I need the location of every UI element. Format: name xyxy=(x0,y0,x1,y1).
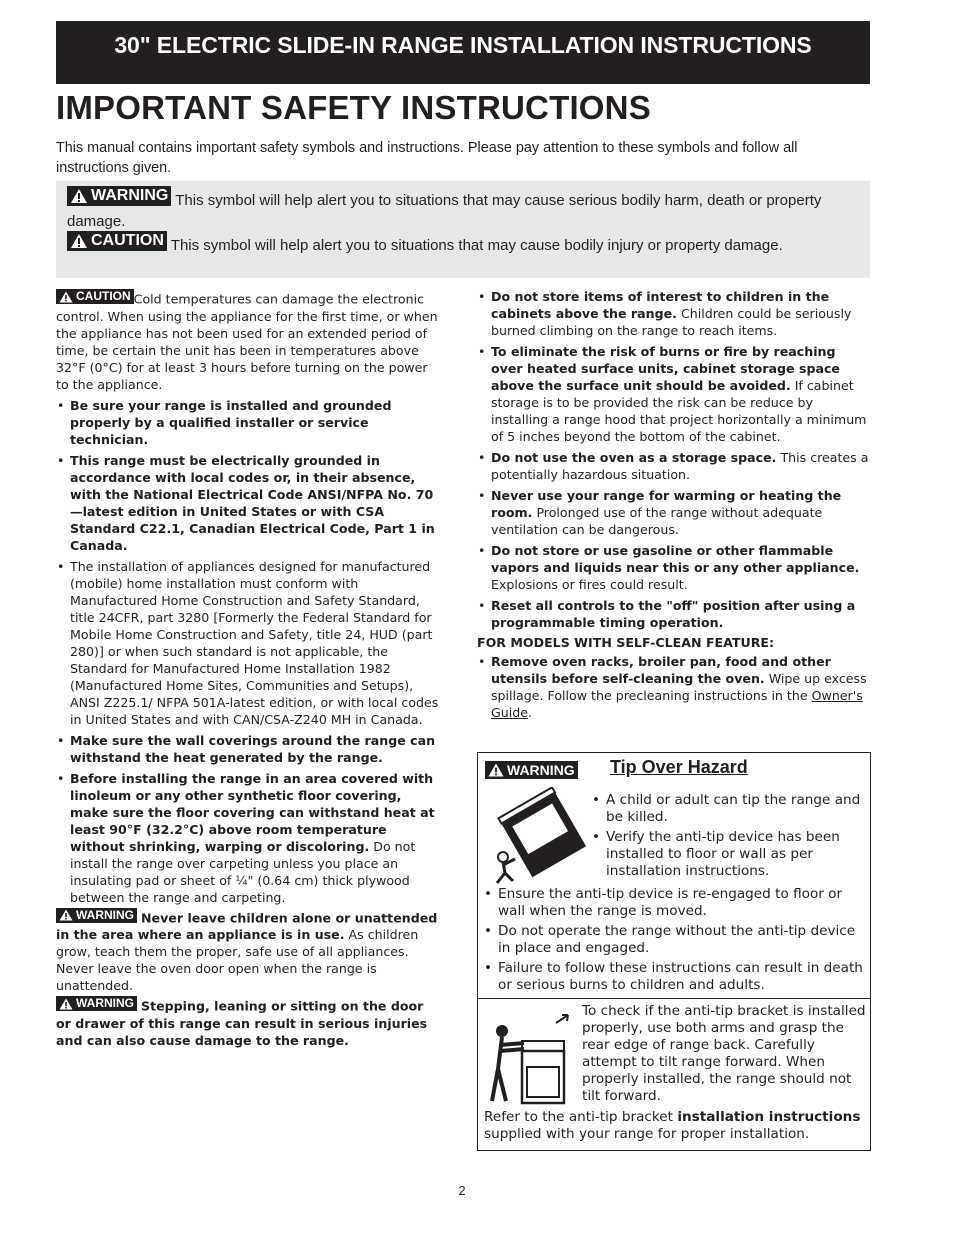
right-column xyxy=(477,288,871,721)
right-bullet-list xyxy=(477,288,871,631)
list-item: • Do not store or use gasoline or other flammable vapors and liquids near this or any other appliance. Explosions or fires could result. xyxy=(477,542,871,593)
warning-badge-small: WARNING xyxy=(56,996,137,1011)
caution-definition-text: This symbol will help alert you to situations that may cause bodily injury or property damage. xyxy=(170,237,783,254)
list-item: • Verify the anti-tip device has been installed to floor or wall as per installation instructions. xyxy=(592,829,864,880)
page-title: IMPORTANT SAFETY INSTRUCTIONS xyxy=(56,89,651,126)
warning-triangle-icon xyxy=(488,763,504,777)
check-bracket-text: To check if the anti-tip bracket is installed properly, use both arms and grasp the rear edge of range back. Carefully attempt to tilt range forward. When properly installed, the range should not tilt forward. xyxy=(582,1003,866,1104)
list-item: • To eliminate the risk of burns or fire by reaching over heated surface units, cabinet storage space above the surface unit should be avoided. If cabinet storage is to be provided the risk can be reduce by installing a range hood that project horizontally a minimum of 5 inches beyond the bottom of the cabinet. xyxy=(477,343,871,445)
warning-badge-small: WARNING xyxy=(56,908,137,923)
refer-text: Refer to the anti-tip bracket installation instructions supplied with your range for proper installation. xyxy=(484,1109,861,1142)
warning-children-paragraph: WARNING Never leave children alone or unattended in the area where an appliance is in use. As children grow, teach them the proper, safe use of all appliances. Never leave the oven door open when the range is unattended. xyxy=(56,907,438,993)
caution-triangle-icon xyxy=(70,233,88,249)
warning-definition xyxy=(67,187,865,232)
tip-over-title: Tip Over Hazard xyxy=(610,757,748,777)
list-item: • A child or adult can tip the range and be killed. xyxy=(592,792,864,826)
list-item: • This range must be electrically grounded in accordance with local codes or, in their absence, with the National Electrical Code ANSI/NFPA No. 70—latest edition in United States or with CSA Standard C22.1, Canadian Electrical Code, Part 1 in Canada. xyxy=(56,452,440,554)
list-item: • Failure to follow these instructions can result in death or serious burns to children and adults. xyxy=(484,960,868,994)
tip-list-bottom xyxy=(484,886,868,994)
warning-badge: WARNING xyxy=(67,186,171,206)
caution-badge-small: CAUTION xyxy=(56,289,134,304)
left-column xyxy=(56,290,440,1049)
warning-stepping-paragraph: WARNING Stepping, leaning or sitting on the door or drawer of this range can result in serious injuries and can also cause damage to the range. xyxy=(56,996,428,1048)
list-item: • Do not use the oven as a storage space. This creates a potentially hazardous situation. xyxy=(477,449,871,483)
check-bracket-illustration xyxy=(484,1013,576,1105)
warning-triangle-icon xyxy=(59,998,73,1010)
caution-definition xyxy=(67,232,865,256)
list-item: • Ensure the anti-tip device is re-engaged to floor or wall when the range is moved. xyxy=(484,886,868,920)
tip-over-hazard-box xyxy=(477,752,871,1151)
list-item: • Before installing the range in an area covered with linoleum or any other synthetic floor covering, make sure the floor covering can withstand heat at least 90°F (32.2°C) above room temperature without shrinking, warping or discoloring. Do not install the range over carpeting unless you place an insulating pad or sheet of ¼" (0.64 cm) thick plywood between the range and carpeting. xyxy=(56,770,440,906)
warning-badge-tip: WARNING xyxy=(485,761,578,779)
list-item: • The installation of appliances designed for manufactured (mobile) home installation must conform with Manufactured Home Construction and Safety Standard, title 24CFR, part 3280 [Formerly the Federal Standard for Mobile Home Construction and Safety, title 24, HUD (part 280)] or when such standard is not applicable, the Standard for Manufactured Home Installation 1982 (Manufactured Home Sites, Communities and Setups), ANSI Z225.1/ NFPA 501A-latest edition, or with local codes in United States and with CAN/CSA-Z240 MH in Canada. xyxy=(56,558,440,728)
owners-guide-link[interactable]: Owner's Guide xyxy=(491,688,863,720)
warning-triangle-icon xyxy=(59,909,73,921)
list-item: • Do not operate the range without the anti-tip device in place and engaged. xyxy=(484,923,868,957)
symbol-definitions xyxy=(56,181,870,278)
list-item: • Make sure the wall coverings around the range can withstand the heat generated by the range. xyxy=(56,732,440,766)
left-bullet-list xyxy=(56,397,440,906)
warning-triangle-icon xyxy=(70,188,88,204)
tip-list-top xyxy=(592,792,864,880)
header-banner xyxy=(56,21,870,84)
caution-triangle-icon xyxy=(59,291,73,303)
caution-cold-paragraph: CAUTION Cold temperatures can damage the electronic control. When using the appliance for the first time, or when the appliance has not been used for an extended period of time, be certain the unit has been in temperatures above 32°F (0°C) for at least 3 hours before turning on the power to the appliance. xyxy=(56,289,438,392)
warning-definition-text: This symbol will help alert you to situations that may cause serious bodily harm, death or property damage. xyxy=(67,192,822,230)
list-item: • Reset all controls to the "off" position after using a programmable timing operation. xyxy=(477,597,871,631)
page-number: 2 xyxy=(458,1183,466,1198)
caution-badge: CAUTION xyxy=(67,231,167,251)
list-item: • Do not store items of interest to children in the cabinets above the range. Children could be seriously burned climbing on the range to reach items. xyxy=(477,288,871,339)
intro-paragraph: This manual contains important safety symbols and instructions. Please pay attention to these symbols and follow all instructions given. xyxy=(56,140,798,176)
list-item: • Be sure your range is installed and grounded properly by a qualified installer or service technician. xyxy=(56,397,440,448)
list-item: • Remove oven racks, broiler pan, food and other utensils before self-cleaning the oven. Wipe up excess spillage. Follow the precleaning instructions in the Owner's Guide. xyxy=(477,653,871,721)
tipping-range-illustration xyxy=(483,787,593,887)
tip-divider xyxy=(478,998,870,999)
banner-title: 30" ELECTRIC SLIDE-IN RANGE INSTALLATION INSTRUCTIONS xyxy=(114,32,812,58)
list-item: • Never use your range for warming or heating the room. Prolonged use of the range without adequate ventilation can be dangerous. xyxy=(477,487,871,538)
self-clean-heading: FOR MODELS WITH SELF-CLEAN FEATURE: xyxy=(477,635,775,650)
